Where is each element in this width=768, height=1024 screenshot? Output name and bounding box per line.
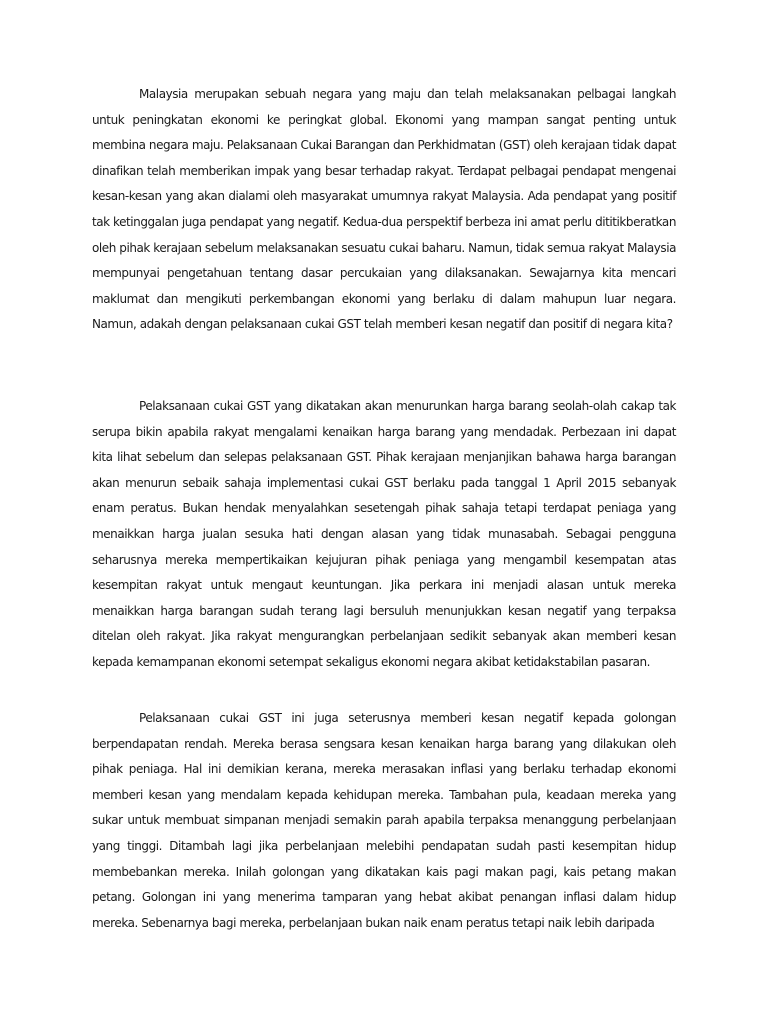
essay-paragraph-3: Pelaksanaan cukai GST ini juga seterusnya memberi kesan negatif kepada golongan berpendapatan rendah. Mereka berasa sengsara kesan kenaikan harga barang yang dilakukan oleh pihak peniaga. Hal ini demikian kerana, mereka merasakan inflasi yang berlaku terhadap ekonomi memberi kesan yang mendalam kepada kehidupan mereka. Tambahan pula, keadaan mereka yang sukar untuk membuat simpanan menjadi semakin parah apabila terpaksa menanggung perbelanjaan yang tinggi. Ditambah lagi jika perbelanjaan melebihi pendapatan sudah pasti kesempitan hidup membebankan mereka. Inilah golongan yang dikatakan kais pagi makan pagi, kais petang makan petang. Golongan ini yang menerima tamparan yang hebat akibat penangan inflasi dalam hidup mereka. Sebenarnya bagi mereka, perbelanjaan bukan naik enam peratus tetapi naik lebih daripada	[92, 711, 676, 930]
essay-paragraph-1: Malaysia merupakan sebuah negara yang maju dan telah melaksanakan pelbagai langkah untuk peningkatan ekonomi ke peringkat global. Ekonomi yang mampan sangat penting untuk membina negara maju. Pelaksanaan Cukai Barangan dan Perkhidmatan (GST) oleh kerajaan tidak dapat dinafikan telah memberikan impak yang besar terhadap rakyat. Terdapat pelbagai pendapat mengenai kesan-kesan yang akan dialami oleh masyarakat umumnya rakyat Malaysia. Ada pendapat yang positif tak ketinggalan juga pendapat yang negatif. Kedua-dua perspektif berbeza ini amat perlu dititikberatkan oleh pihak kerajaan sebelum melaksanakan sesuatu cukai baharu. Namun, tidak semua rakyat Malaysia mempunyai pengetahuan tentang dasar percukaian yang dilaksanakan. Sewajarnya kita mencari maklumat dan mengikuti perkembangan ekonomi yang berlaku di dalam mahupun luar negara. Namun, adakah dengan pelaksanaan cukai GST telah memberi kesan negatif dan positif di negara kita?	[92, 87, 676, 332]
essay-paragraph-2: Pelaksanaan cukai GST yang dikatakan akan menurunkan harga barang seolah-olah cakap tak serupa bikin apabila rakyat mengalami kenaikan harga barang yang mendadak. Perbezaan ini dapat kita lihat sebelum dan selepas pelaksanaan GST. Pihak kerajaan menjanjikan bahawa harga barangan akan menurun sebaik sahaja implementasi cukai GST berlaku pada tanggal 1 April 2015 sebanyak enam peratus. Bukan hendak menyalahkan sesetengah pihak sahaja tetapi terdapat peniaga yang menaikkan harga jualan sesuka hati dengan alasan yang tidak munasabah. Sebagai pengguna seharusnya mereka mempertikaikan kejujuran pihak peniaga yang mengambil kesempatan atas kesempitan rakyat untuk mengaut keuntungan. Jika perkara ini menjadi alasan untuk mereka menaikkan harga barangan sudah terang lagi bersuluh menunjukkan kesan negatif yang terpaksa ditelan oleh rakyat. Jika rakyat mengurangkan perbelanjaan sedikit sebanyak akan memberi kesan kepada kemampanan ekonomi setempat sekaligus ekonomi negara akibat ketidakstabilan pasaran.	[92, 399, 676, 669]
